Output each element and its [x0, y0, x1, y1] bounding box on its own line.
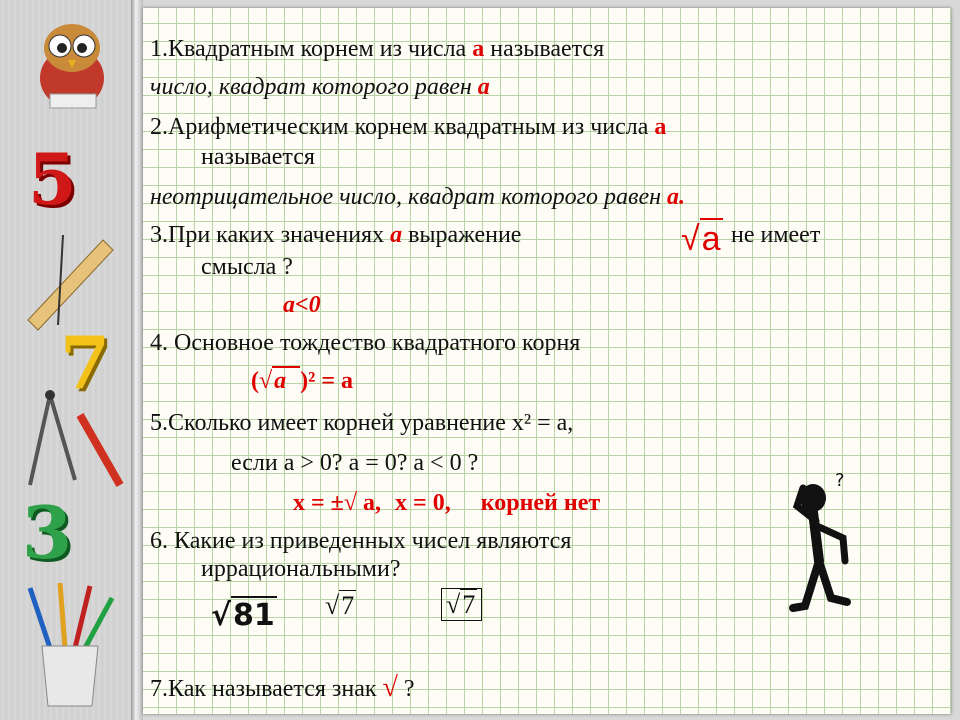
radical-sign: √: [382, 672, 398, 703]
sqrt-7: √7: [325, 591, 355, 620]
svg-text:?: ?: [835, 470, 845, 491]
question-5-continued: если а > 0? а = 0? а < 0 ?: [231, 450, 479, 476]
thinking-figure-icon: [783, 466, 873, 616]
sidebar-number-seven: 7: [60, 320, 111, 405]
sqrt-a-expression: √a: [681, 220, 721, 258]
answer-1: число, квадрат которого равен а: [150, 74, 490, 100]
question-3: 3.При каких значениях а выражение: [150, 222, 522, 248]
sqrt-81: √81: [211, 598, 275, 633]
question-1: 1.Квадратным корнем из числа а называется: [150, 36, 605, 62]
answer-3: а<0: [283, 292, 321, 318]
answer-5: х = ±√ а, х = 0, корней нет: [293, 490, 601, 516]
pencil-cup-icon: [20, 578, 120, 713]
answer-4: (√а )² = а: [251, 368, 354, 394]
answer-2: неотрицательное число, квадрат которого равен а.: [150, 184, 685, 210]
sqrt-7-boxed: √7: [441, 588, 482, 621]
question-6-continued: иррациональными?: [201, 556, 401, 582]
variable-a: а.: [667, 184, 685, 210]
question-6: 6. Какие из приведенных чисел являются: [150, 528, 572, 554]
variable-a: а: [472, 36, 485, 62]
question-2-continued: называется: [201, 144, 315, 170]
question-7: 7.Как называется знак √ ?: [150, 672, 415, 703]
question-3-tail: не имеет: [731, 222, 821, 248]
question-4: 4. Основное тождество квадратного корня: [150, 330, 581, 356]
sidebar-number-three: 3: [22, 490, 73, 575]
notebook-page: [143, 8, 951, 714]
question-2: 2.Арифметическим корнем квадратным из числа а: [150, 114, 667, 140]
variable-a: а: [477, 74, 490, 100]
sidebar-number-five: 5: [28, 138, 77, 221]
variable-a: а: [390, 222, 403, 248]
variable-a: а: [654, 114, 667, 140]
question-5: 5.Сколько имеет корней уравнение х² = а,: [150, 410, 574, 436]
compass-icon: [20, 385, 125, 495]
binding-strip: [131, 0, 143, 720]
ruler-icon: [18, 225, 118, 335]
owl-teacher-icon: [20, 6, 125, 116]
question-3-continued: смысла ?: [201, 254, 293, 280]
decorative-sidebar: [0, 0, 133, 720]
